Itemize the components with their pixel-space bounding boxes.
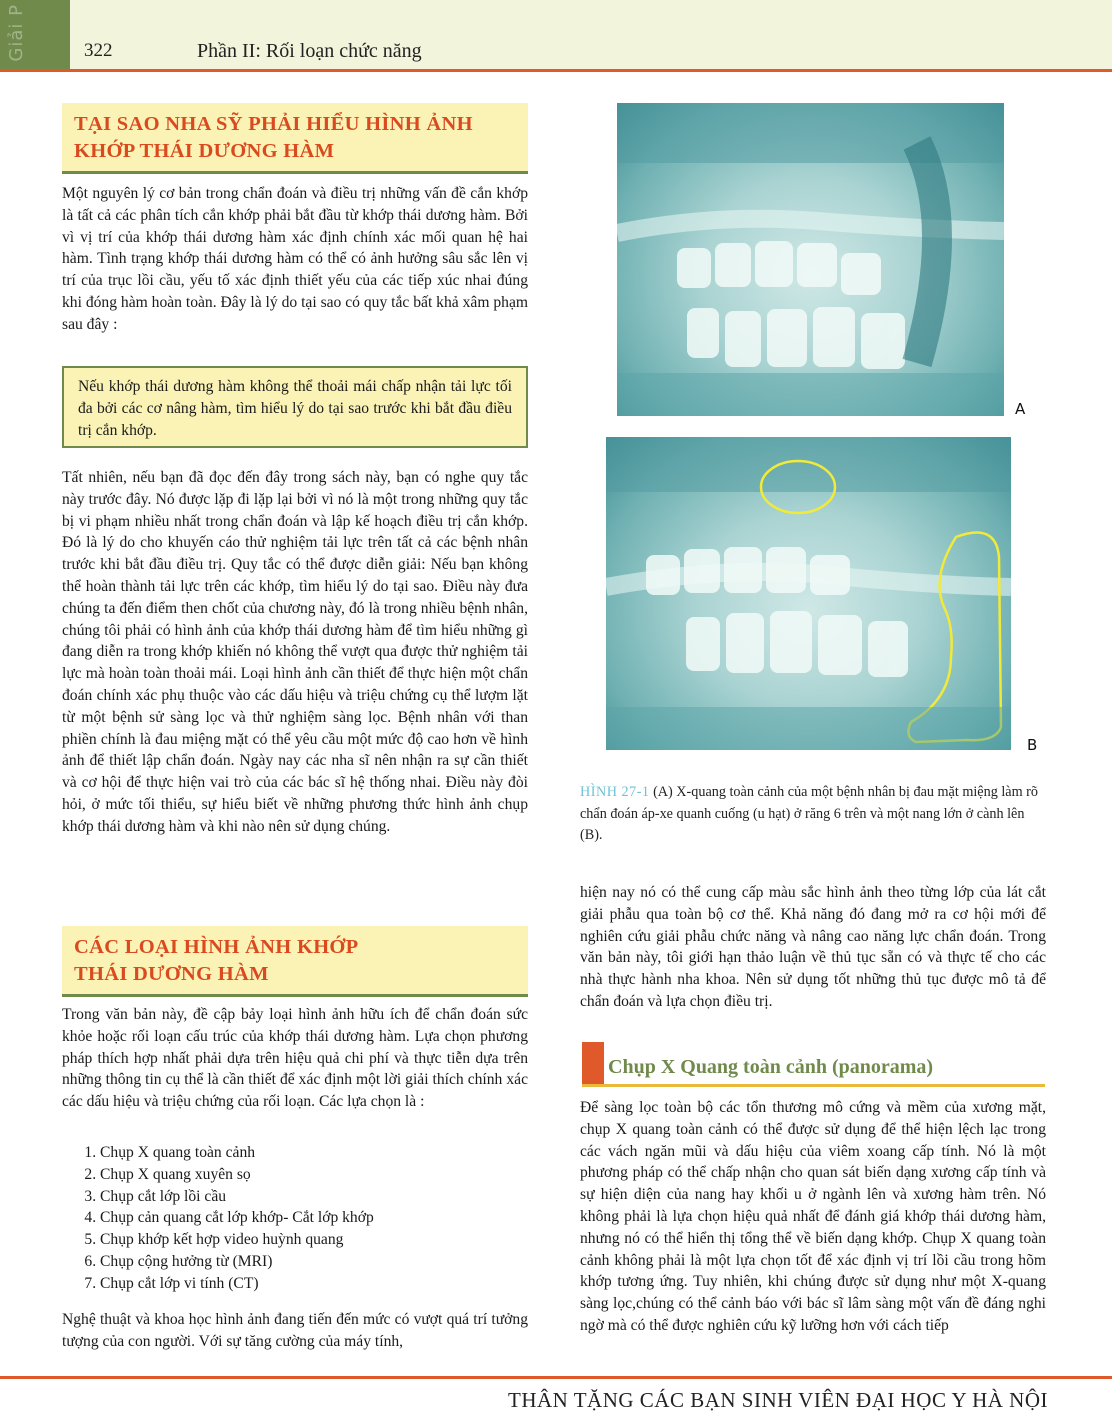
paragraph bbox=[62, 183, 528, 336]
subsection-heading-text: Chụp X Quang toàn cảnh (panorama) bbox=[608, 1056, 934, 1078]
subsection-heading bbox=[582, 1042, 1045, 1088]
list-item: 6. Chụp cộng hưởng từ (MRI) bbox=[100, 1251, 528, 1273]
paragraph-text: Tất nhiên, nếu bạn đã đọc đến đây trong sách này, bạn có nghe quy tắc này trước đây. Nó được lặp đi lặp lại bởi vì nó là một trong những quy tắc bị vi phạm nhiều nhất trong chẩn đoán và lập kế hoạch điều trị cắn khớp. Đó là lý do cho khuyến cáo thử nghiệm tải lực trên tất cả các bệnh nhân trước khi bắt đầu điều trị. Quy tắc có thể được diễn giải: Nếu bạn không thể hoàn thành tải lực trên các khớp, tìm hiểu lý do tại sao. Điều này đưa chúng ta đến điểm then chốt của chương này, đó là trong nhiều bệnh nhân, chúng tôi phải có hình ảnh của khớp thái dương hàm để tìm hiểu những gì đang diễn ra trong khớp khiến nó không thể vượt qua được thử nghiệm tải lực mà hoàn toàn thoải mái. Loại hình ảnh cần thiết để thực hiện một chẩn đoán chính xác phụ thuộc vào các dấu hiệu và triệu chứng cụ thể lượm lặt từ một bệnh sử sàng lọc và thử nghiệm sàng lọc. Bệnh nhân với than phiền chính là đau miệng mặt có thể yêu cầu một mức độ cao hơn về hình ảnh để thiết lập chẩn đoán. Ngày nay các nha sĩ nên nhận ra sự cần thiết và cơ hội để thực hiện vai trò của các bác sĩ hệ thống nhai. Điều này đòi hỏi, ở mức tối thiểu, sự hiểu biết về những phương thức hình ảnh chụp khớp thái dương hàm và khi nào nên sử dụng chúng. bbox=[62, 469, 528, 835]
imaging-options-list bbox=[62, 1142, 528, 1295]
paragraph-text: hiện nay nó có thể cung cấp màu sắc hình ảnh theo từng lớp của lát cắt giải phẫu qua toàn bộ cơ thể. Khả năng đó đang mở ra cơ hội mới để nghiên cứu giải phẫu chức năng và nâng cao năng lực chẩn đoán. Trong văn bản này, tôi giới hạn thảo luận về thủ tục sẵn có và thực tế cho các nhà thực hành nha khoa. Nên sử dụng tốt những thủ tục được mô tả để chẩn đoán và lựa chọn điều trị. bbox=[580, 884, 1046, 1010]
subsection-heading-bar bbox=[582, 1042, 604, 1084]
list-item: 1. Chụp X quang toàn cảnh bbox=[100, 1142, 528, 1164]
list-item: 7. Chụp cắt lớp vi tính (CT) bbox=[100, 1273, 528, 1295]
figure-label-b: B bbox=[1027, 736, 1038, 754]
subsection-heading-underline bbox=[582, 1084, 1045, 1087]
section-heading-line: THÁI DƯƠNG HÀM bbox=[74, 963, 269, 985]
section-heading-line: KHỚP THÁI DƯƠNG HÀM bbox=[74, 140, 335, 162]
rule-callout-text: Nếu khớp thái dương hàm không thể thoải mái chấp nhận tải lực tối đa bởi các cơ nâng hàm, tìm hiểu lý do tại sao trước khi bắt đầu điều trị cắn khớp. bbox=[78, 378, 512, 439]
section-heading-line: TẠI SAO NHA SỸ PHẢI HIỂU HÌNH ẢNH bbox=[74, 113, 473, 135]
section-heading-why bbox=[62, 103, 528, 174]
part-title: Phần II: Rối loạn chức năng bbox=[197, 40, 422, 62]
xray-image-a bbox=[617, 103, 1004, 416]
list-item: 3. Chụp cắt lớp lồi cầu bbox=[100, 1186, 528, 1208]
paragraph bbox=[62, 1004, 528, 1113]
footer-rule bbox=[0, 1376, 1112, 1379]
figure-caption-text: (A) X-quang toàn cảnh của một bệnh nhân bị đau mặt miệng làm rõ chẩn đoán áp-xe quanh cuống (u hạt) ở răng 6 trên và một nang lớn ở cành lên (B). bbox=[580, 784, 1038, 843]
paragraph bbox=[580, 1097, 1046, 1337]
figure-label-a: A bbox=[1015, 400, 1026, 418]
xray-image-b bbox=[606, 437, 1011, 750]
paragraph-text: Nghệ thuật và khoa học hình ảnh đang tiến đến mức có vượt quá trí tưởng tượng của con người. Với sự tăng cường của máy tính, bbox=[62, 1311, 528, 1350]
section-heading-types bbox=[62, 926, 528, 997]
section-heading-line: CÁC LOẠI HÌNH ẢNH KHỚP bbox=[74, 936, 359, 958]
list-item: 5. Chụp khớp kết hợp video huỳnh quang bbox=[100, 1229, 528, 1251]
list-item: 2. Chụp X quang xuyên sọ bbox=[100, 1164, 528, 1186]
rule-callout-box bbox=[62, 366, 528, 448]
paragraph bbox=[580, 882, 1046, 1013]
list-item: 4. Chụp cản quang cắt lớp khớp- Cắt lớp khớp bbox=[100, 1207, 528, 1229]
header-rule bbox=[0, 69, 1112, 72]
figure-caption bbox=[580, 782, 1048, 847]
paragraph bbox=[62, 1309, 528, 1353]
page-number: 322 bbox=[84, 40, 113, 61]
page-header bbox=[0, 0, 1112, 70]
paragraph-text: Để sàng lọc toàn bộ các tổn thương mô cứng và mềm của xương mặt, chụp X quang toàn cảnh có thể được sử dụng để thể hiện lệch lạc trong các vách ngăn mũi và dấu hiệu của viêm xoang cấp tính. Nó là một phương pháp có thể chấp nhận cho quan sát biến dạng xương cấp tính và sự hiện diện của nang hay khối u ở ngành lên và xương hàm trên. Nó không phải là lựa chọn hiệu quả nhất để đánh giá khớp thái dương hàm, nhưng nó có thể hiển thị tổng thể về biến dạng khớp. Chụp X quang toàn cảnh không phải là một lựa chọn tốt để xác định vị trí lồi cầu trong hõm khớp tương ứng. Tuy nhiên, khi chúng được sử dụng như một X-quang sàng lọc,chúng có thể cảnh báo với bác sĩ lâm sàng một vấn đề đáng nghi ngờ mà có thể được nghiên cứu kỹ lưỡng hơn với cách tiếp bbox=[580, 1099, 1046, 1334]
footer-text: THÂN TẶNG CÁC BẠN SINH VIÊN ĐẠI HỌC Y HÀ NỘI bbox=[508, 1388, 1048, 1412]
paragraph bbox=[62, 467, 528, 838]
header-side-tab bbox=[0, 0, 70, 70]
paragraph-text: Trong văn bản này, đề cập bảy loại hình ảnh hữu ích để chẩn đoán sức khỏe hoặc rối loạn cấu trúc của khớp thái dương hàm. Lựa chọn phương pháp thích hợp nhất phải dựa trên hiệu quả chi phí và thực tiễn dựa trên những thông tin cụ thể là cần thiết để xác định một lời giải thích chính xác các dấu hiệu và triệu chứng của rối loạn. Các lựa chọn là : bbox=[62, 1006, 528, 1111]
figure-caption-tag: HÌNH 27-1 bbox=[580, 784, 650, 800]
paragraph-text: Một nguyên lý cơ bản trong chẩn đoán và điều trị những vấn đề cắn khớp là tất cả các phân tích cắn khớp phải bắt đầu từ khớp thái dương hàm. Bởi vì vị trí của khớp thái dương hàm xác định chính xác mối quan hệ hai hàm. Tình trạng khớp thái dương hàm có thể có ảnh hưởng sâu sắc lên vị trí của trục lồi cầu, yếu tố xác định thiết yếu của các tiếp xúc nhai đúng khi đóng hàm hoàn toàn. Đây là lý do tại sao có quy tắc bất khả xâm phạm sau đây : bbox=[62, 185, 528, 333]
side-tab-text: Giải P bbox=[6, 4, 27, 62]
